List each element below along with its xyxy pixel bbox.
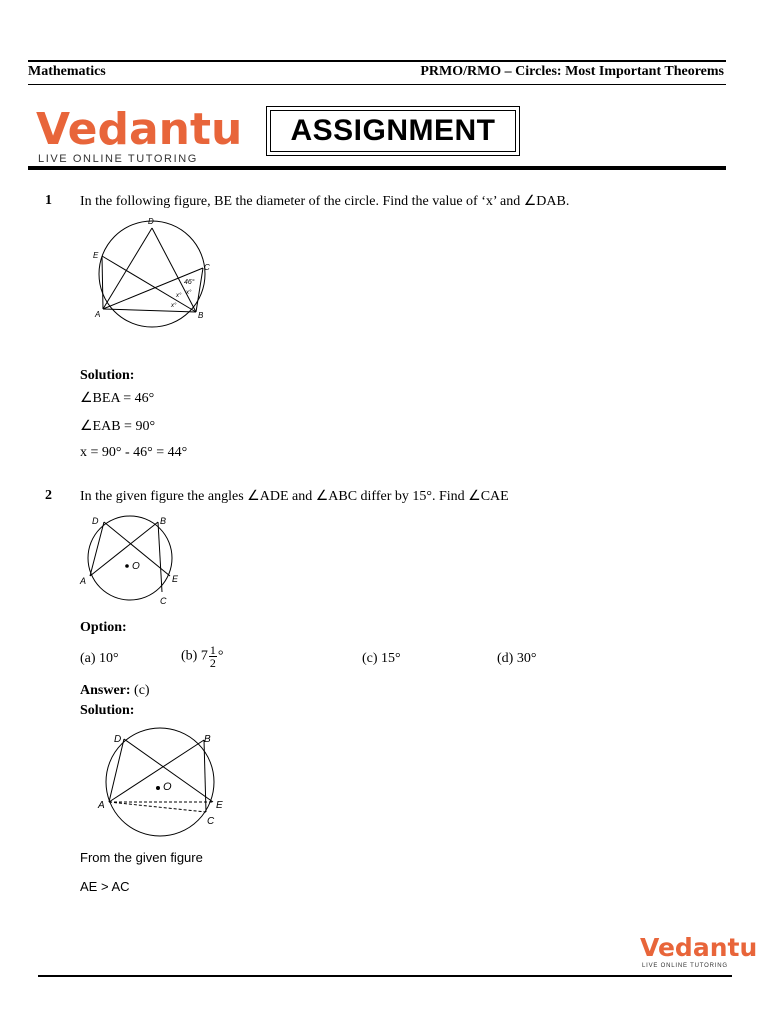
assignment-banner <box>266 106 520 156</box>
svg-text:x°: x° <box>186 290 192 296</box>
svg-text:A: A <box>80 576 87 586</box>
q1-solution-line-1: ∠BEA = 46° <box>80 391 155 406</box>
option-c: (c) 15° <box>362 651 401 666</box>
footer-logo-tagline: LIVE ONLINE TUTORING <box>642 963 728 969</box>
section-rule <box>28 166 726 170</box>
svg-text:D: D <box>92 516 99 526</box>
svg-text:x°: x° <box>176 293 182 299</box>
topic-label: PRMO/RMO – Circles: Most Important Theorems <box>420 64 724 79</box>
logo-brand: Vedantu <box>36 104 243 155</box>
answer-value: (c) <box>130 683 150 698</box>
svg-text:E: E <box>172 574 179 584</box>
svg-text:A: A <box>95 310 101 319</box>
svg-text:C: C <box>160 596 167 606</box>
svg-text:C: C <box>207 816 215 827</box>
q2-answer <box>80 683 150 699</box>
svg-text:E: E <box>93 251 99 260</box>
svg-text:O: O <box>132 561 140 572</box>
q1-solution-label: Solution: <box>80 368 135 383</box>
q2-solution-line-1: From the given figure <box>80 850 203 865</box>
q1-figure <box>90 214 225 326</box>
q1-solution-line-2: ∠EAB = 90° <box>80 419 156 434</box>
answer-label: Answer: <box>80 683 131 698</box>
svg-text:B: B <box>198 311 204 320</box>
svg-text:A: A <box>98 800 105 811</box>
svg-text:D: D <box>148 217 154 226</box>
q2-solution-line-2: AE > AC <box>80 879 130 894</box>
q2-solution-figure <box>96 728 232 840</box>
footer-rule <box>38 975 732 977</box>
logo-tagline: LIVE ONLINE TUTORING <box>38 153 198 165</box>
assignment-title: ASSIGNMENT <box>270 110 516 152</box>
header-bottom-rule <box>28 84 726 85</box>
svg-text:46°: 46° <box>184 279 195 286</box>
svg-text:x°: x° <box>171 303 177 309</box>
option-d: (d) 30° <box>497 651 537 666</box>
vedantu-logo <box>36 100 243 166</box>
q1-text: In the following figure, BE the diameter of the circle. Find the value of ‘x’ and ∠DAB. <box>80 194 570 209</box>
svg-text:O: O <box>163 781 172 793</box>
svg-text:E: E <box>216 800 223 811</box>
svg-text:D: D <box>114 734 122 745</box>
svg-text:B: B <box>160 516 167 526</box>
q2-option-label: Option: <box>80 620 127 635</box>
q2-figure <box>78 512 182 608</box>
footer-vedantu-logo <box>640 930 758 970</box>
q1-solution-line-3: x = 90° - 46° = 44° <box>80 445 188 460</box>
q2-text: In the given figure the angles ∠ADE and ∠ABC differ by 15°. Find ∠CAE <box>80 489 509 504</box>
q2-solution-label: Solution: <box>80 703 135 718</box>
svg-text:C: C <box>204 263 210 272</box>
q1-number: 1 <box>45 193 52 208</box>
subject-label: Mathematics <box>28 64 106 79</box>
option-b: (b) 7 $\frac{1}{2}$ ° <box>181 643 224 670</box>
header-top-rule <box>28 60 726 62</box>
footer-logo-brand: Vedantu <box>640 933 758 962</box>
q2-number: 2 <box>45 488 52 503</box>
option-a: (a) 10° <box>80 651 119 666</box>
svg-text:B: B <box>204 734 211 745</box>
